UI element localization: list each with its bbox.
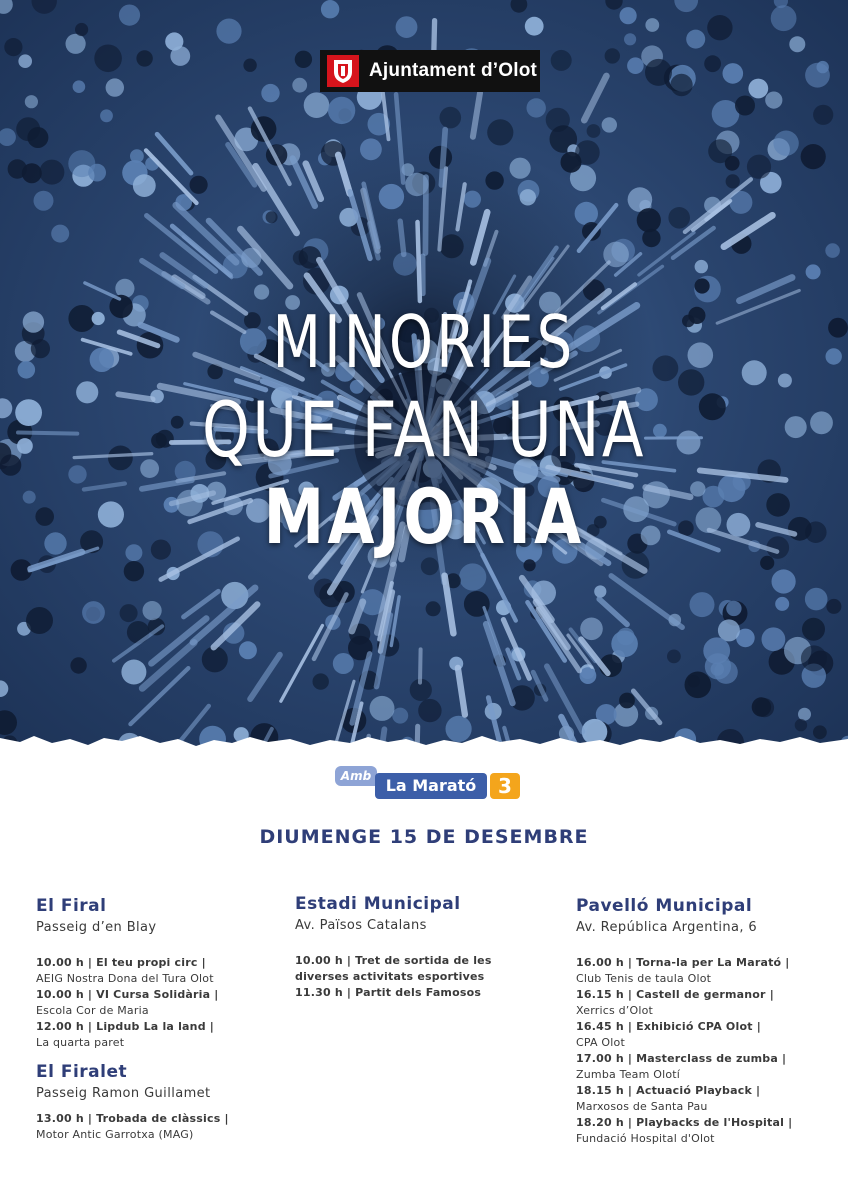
event-organizer: Zumba Team Olotí [576, 1068, 681, 1081]
marato-name: La Marató [375, 773, 487, 799]
event-item [576, 1051, 846, 1083]
venue-address: Av. República Argentina, 6 [576, 920, 758, 935]
amb-label: Amb [335, 766, 377, 786]
event-item [36, 1019, 286, 1051]
event-time-title: 12.00 h | Lipdub La la land | [36, 1020, 215, 1033]
city-seal-icon [327, 55, 359, 87]
venue-column-pavello [576, 895, 846, 1147]
venue-address: Av. Països Catalans [295, 918, 427, 933]
event-organizer: AEIG Nostra Dona del Tura Olot [36, 972, 214, 985]
event-organizer: Xerrics d’Olot [576, 1004, 654, 1017]
venue-address: Passeig Ramon Guillamet [36, 1086, 211, 1101]
event-organizer: Club Tenis de taula Olot [576, 972, 712, 985]
venue-column-el-firal [36, 895, 286, 1143]
event-time-title: 16.00 h | Torna-la per La Marató | [576, 956, 790, 969]
event-time-title: 13.00 h | Trobada de clàssics | [36, 1112, 229, 1125]
event-organizer: Escola Cor de Maria [36, 1004, 149, 1017]
title-line-2: QUE FAN UNA [202, 385, 646, 474]
event-item [36, 1111, 286, 1143]
la-marato-logo [335, 766, 525, 802]
event-item [576, 955, 846, 987]
event-time-title: 10.00 h | El teu propi circ | [36, 956, 206, 969]
event-time-title: 18.15 h | Actuació Playback | [576, 1084, 761, 1097]
event-item [36, 987, 286, 1019]
event-time-title: 16.45 h | Exhibició CPA Olot | [576, 1020, 761, 1033]
torn-edge [0, 712, 848, 748]
venue-title: El Firal [36, 896, 107, 916]
org-name: Ajuntament d’Olot [369, 60, 538, 81]
event-organizer: La quarta paret [36, 1036, 125, 1049]
event-item [295, 953, 510, 985]
event-time-title: 10.00 h | VI Cursa Solidària | [36, 988, 219, 1001]
event-organizer: Fundació Hospital d'Olot [576, 1132, 715, 1145]
event-time-title: 18.20 h | Playbacks de l'Hospital | [576, 1116, 793, 1129]
event-item [36, 955, 286, 987]
event-organizer: Motor Antic Garrotxa (MAG) [36, 1128, 194, 1141]
event-organizer: Marxosos de Santa Pau [576, 1100, 708, 1113]
event-time-title: 11.30 h | Partit dels Famosos [295, 986, 482, 999]
ajuntament-logo [320, 50, 540, 92]
title-line-3: MAJORIA [263, 472, 585, 561]
venue-title: Estadi Municipal [295, 894, 461, 914]
venue-title: Pavelló Municipal [576, 896, 753, 916]
event-organizer: CPA Olot [576, 1036, 625, 1049]
event-time-title: 16.15 h | Castell de germanor | [576, 988, 774, 1001]
event-item [295, 985, 555, 1001]
event-item [576, 987, 846, 1019]
tv3-icon: 3 [490, 773, 520, 799]
event-time-title: 17.00 h | Masterclass de zumba | [576, 1052, 787, 1065]
event-item [576, 1083, 846, 1115]
event-item [576, 1019, 846, 1051]
venue-column-estadi [295, 893, 555, 1001]
venue-title: El Firalet [36, 1062, 128, 1082]
venue-address: Passeig d’en Blay [36, 920, 157, 935]
event-item [576, 1115, 846, 1147]
event-date: DIUMENGE 15 DE DESEMBRE [259, 826, 589, 848]
title-line-1: MINORIES [272, 300, 576, 384]
event-time-title: 10.00 h | Tret de sortida de les diverses activitats esportives [295, 954, 492, 983]
